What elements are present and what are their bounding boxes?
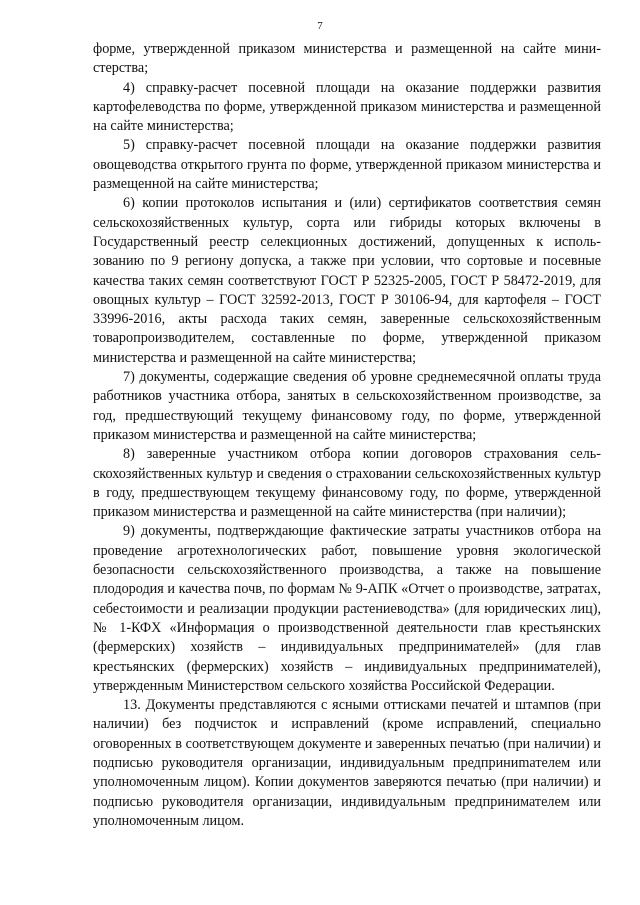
paragraph-item-9: 9) документы, подтверждающие фактические затраты участников отбора на проведение агротехнологических работ, повышение уровня экологической безопасности сельскохозяйственного производства, а также на повышение плодородия и качества почв, по формам № 9-АПК «Отчет о производстве, затратах, себестоимости и реализации продукции растениеводства» (для юридических лиц), № 1-КФХ «Информация о производственной деятельности глав крестьянских (фермерских) хозяйств – индивидуальных предпринимателей» (для глав крестьянских (фермерских) хозяйств – индивидуальных предпринимателей), утвержденным Министерством сельского хозяйства Российской Федерации.	[93, 523, 601, 694]
paragraph-item-8: 8) заверенные участником отбора копии договоров страхования сельскохозяйственных культур и сведения о страховании сельскохозяйственных культур в году, предшествующем текущему финансовому году, по форме, утвержденной приказом министерства и размещенной на сайте министерства (при наличии);	[93, 446, 601, 521]
paragraph-continuation: форме, утвержденной приказом министерства и размещенной на сайте министерства;	[93, 41, 601, 77]
paragraph-item-4: 4) справку-расчет посевной площади на оказание поддержки развития картофелеводства по форме, утвержденной приказом министерства и размещенной на сайте министерства;	[93, 79, 601, 135]
paragraph-item-5: 5) справку-расчет посевной площади на оказание поддержки развития овощеводства открытого грунта по форме, утвержденной приказом министерства и размещенной на сайте министерства;	[93, 137, 601, 193]
paragraph-item-7: 7) документы, содержащие сведения об уровне среднемесячной оплаты труда работников участника отбора, занятых в сельскохозяйственном производстве, за год, предшествующий текущему финансовому году, по форме, утвержденной приказом министерства и размещенной на сайте министерства;	[93, 369, 601, 443]
paragraph-section-13: 13. Документы представляются с ясными оттисками печатей и штампов (при наличии) без подчисток и исправлений (кроме исправлений, специально оговоренных в соответствующем документе и заверенных печатью (при наличии) и подписью руководителя организации, индивидуальным предприниmателем или уполномоченным лицом). Копии документов заверяются печатью (при наличии) и подписью руководителя организации, индивидуальным предпринимателем или уполномоченным лицом.	[93, 697, 601, 829]
paragraph-item-6: 6) копии протоколов испытания и (или) сертификатов соответствия семян сельскохозяйственных культур, сорта или гибриды которых включены в Государственный реестр селекционных достижений, допущенных к использованию по 9 региону допуска, а также при условии, что сортовые и посевные качества таких семян соответствуют ГОСТ Р 52325-2005, ГОСТ Р 58472-2019, для овощных культур – ГОСТ 32592-2013, ГОСТ Р 30106-94, для картофеля – ГОСТ 33996-2016, акты расхода таких семян, заверенные сельскохозяйственным товаропроизводителем, составленные по форме, утвержденной приказом министерства и размещенной на сайте министерства;	[93, 195, 601, 366]
page-number: 7	[317, 20, 323, 32]
document-body	[93, 40, 601, 831]
